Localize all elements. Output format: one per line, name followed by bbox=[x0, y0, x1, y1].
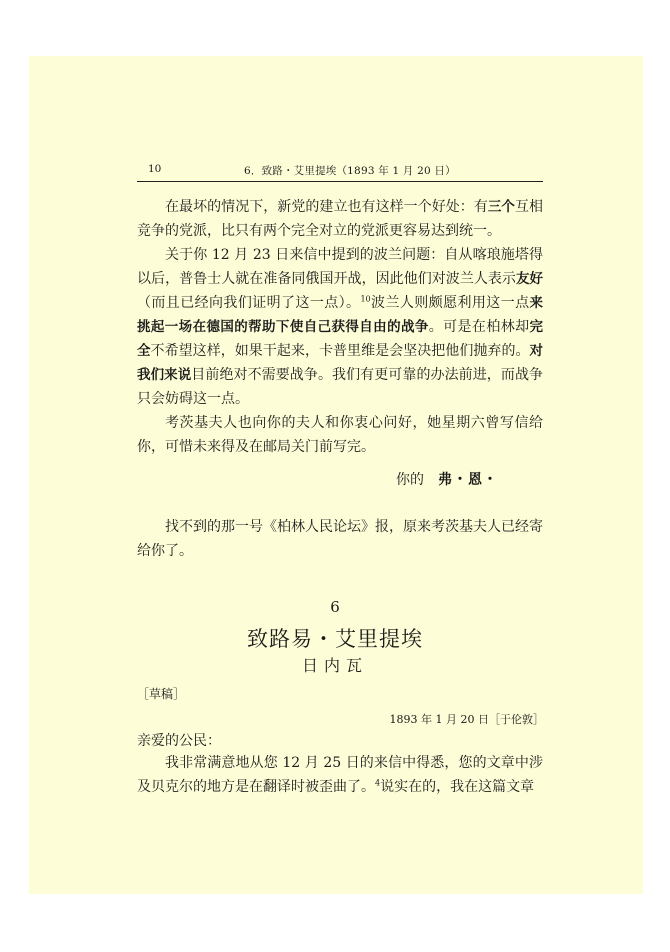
footnote-ref-10[interactable]: 10 bbox=[360, 294, 371, 304]
emphasis-three: 三个 bbox=[487, 199, 515, 215]
letter-6-body bbox=[137, 751, 543, 799]
paragraph-3: 考茨基夫人也向你的夫人和你衷心问好，她星期六曾写信给你，可惜未来得及在邮局关门前写完。 bbox=[137, 415, 543, 455]
signature-prefix: 你的 bbox=[396, 472, 424, 488]
emphasis-friendly: 友好 bbox=[515, 271, 544, 287]
postscript bbox=[137, 515, 543, 563]
letter-6-paragraph-1: 我非常满意地从您 12 月 25 日的来信中得悉，您的文章中涉及贝克尔的地方是在翻译时被歪曲了。$^4$说实在的，我在这篇文章 bbox=[137, 755, 543, 795]
footnote-ref-4[interactable]: 4 bbox=[375, 778, 381, 788]
letter-place: 日内瓦 bbox=[301, 656, 368, 675]
emphasis-completely: 完全 bbox=[137, 319, 543, 359]
salutation: 亲爱的公民： bbox=[137, 733, 221, 749]
emphasis-for-us: 对我们来说 bbox=[137, 343, 544, 383]
letter-number: 6 bbox=[330, 598, 340, 616]
signature-name: 弗・恩・ bbox=[438, 472, 498, 488]
header-rule bbox=[137, 181, 543, 182]
letter-date: 1893 年 1 月 20 日［于伦敦］ bbox=[389, 713, 544, 726]
page-number: 10 bbox=[148, 163, 162, 175]
draft-label: ［草稿］ bbox=[137, 687, 186, 701]
letter-title: 致路易・艾里提埃 bbox=[247, 627, 423, 651]
postscript-text: 找不到的那一号《柏林人民论坛》报，原来考茨基夫人已经寄给你了。 bbox=[137, 519, 543, 559]
emphasis-war-of-liberation: 来挑起一场在德国的帮助下使自己获得自由的战争 bbox=[137, 295, 544, 335]
letter-body bbox=[137, 195, 543, 459]
signature bbox=[396, 469, 498, 489]
running-header-title: 6．致路・艾里提埃（1893 年 1 月 20 日） bbox=[244, 165, 456, 177]
paragraph-1: 在最坏的情况下，新党的建立也有这样一个好处：有三个互相竞争的党派，比只有两个完全对立的党派更容易达到统一。 bbox=[137, 199, 544, 239]
paragraph-2: 关于你 12 月 23 日来信中提到的波兰问题：自从喀琅施塔得以后，普鲁士人就在准备同俄国开战，因此他们对波兰人表示友好（而且已经向我们证明了这一点）。$^{10}$波兰人则颇愿利用这一点来挑起一场在德国的帮助下使自己获得自由的战争。可是在柏林却完全不希望这样，如果干起来，卡普里维是会坚决把他们抛弃的。对我们来说目前绝对不需要战争。我们有更可靠的办法前进，而战争只会妨碍这一点。 bbox=[137, 247, 544, 407]
